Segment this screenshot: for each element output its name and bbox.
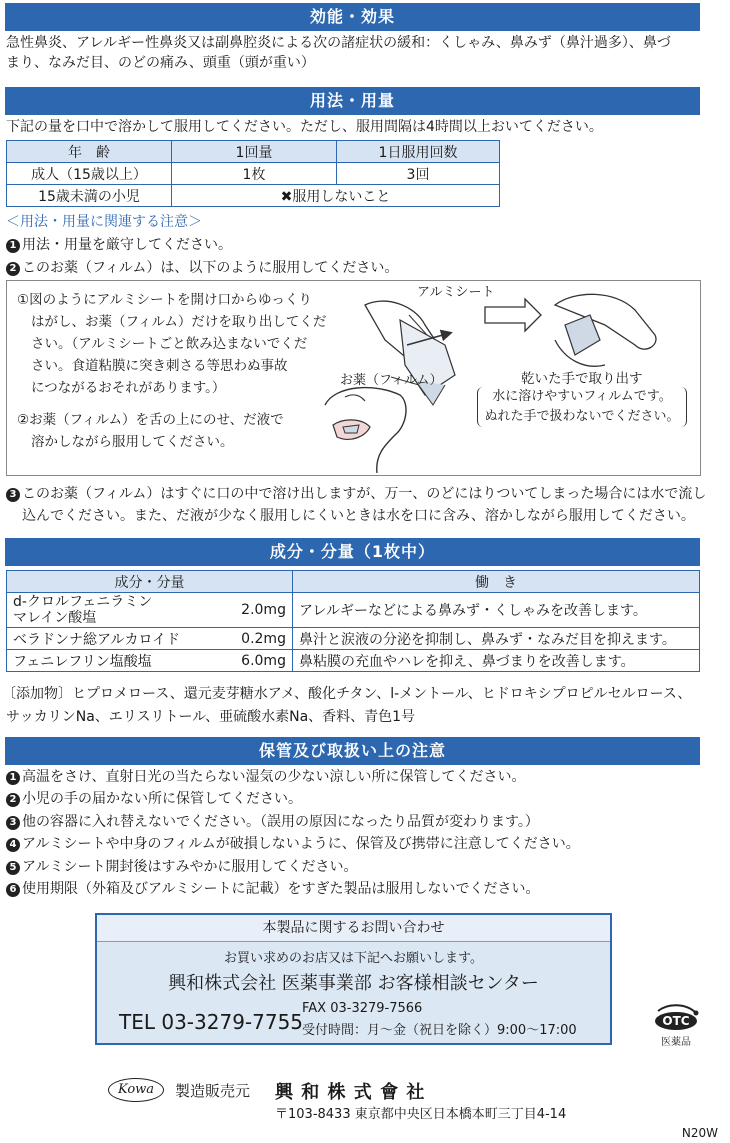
ingredient-name-line: d-クロルフェニラミン (13, 594, 153, 610)
dosage-col-amount: 1回量 (172, 141, 337, 163)
ingredient-effect: アレルギーなどによる鼻みず・くしゃみを改善します。 (292, 593, 699, 628)
film-on-tongue (343, 425, 359, 433)
right-arrow-icon (485, 299, 541, 331)
ingredients-header: 成分・分量（1枚中） (5, 538, 700, 566)
dosage-cell: 15歳未満の小児 (7, 185, 172, 207)
efficacy-text-2: まり、なみだ目、のどの痛み、頭重（頭が重い） (6, 55, 315, 71)
dosage-col-age: 年 齢 (7, 141, 172, 163)
storage-text: 小児の手の届かない所に保管してください。 (22, 791, 302, 808)
kowa-logo: Kowa (108, 1078, 164, 1102)
ingredients-col-effect: 働 き (292, 571, 699, 593)
storage-text: アルミシートや中身のフィルムが破損しないように、保管及び携帯に注意してください。 (22, 836, 580, 853)
ingredient-name-line: マレイン酸塩 (13, 610, 97, 626)
storage-text: 高温をさけ、直射日光の当たらない湿気の少ない涼しい所に保管してください。 (22, 769, 526, 785)
dosage-intro: 下記の量を口中で溶かして服用してください。ただし、服用間隔は4時間以上おいてください。 (6, 119, 603, 135)
dosage-header: 用法・用量 (5, 87, 700, 115)
contact-title: 本製品に関するお問い合わせ (97, 915, 610, 942)
dosage-note-1 (6, 235, 232, 255)
label-aluminum-sheet: アルミシート (417, 285, 495, 300)
ingredients-table (6, 570, 700, 672)
ingredient-amount: 0.2mg (220, 628, 293, 650)
dosage-cell: 1枚 (172, 163, 337, 185)
step1-line: さい。（アルミシートごと飲み込まないでくだ (31, 336, 308, 352)
maker-label: 製造販売元 (175, 1082, 251, 1100)
number-badge: 3 (6, 816, 20, 830)
additives-line-1: 〔添加物〕ヒプロメロース、還元麦芽糖水アメ、酸化チタン、l-メントール、ヒドロキシプロピルセルロース、 (2, 686, 692, 702)
otc-label: OTC (662, 1014, 690, 1028)
caution-line: 水に溶けやすいフィルムです。 (492, 389, 672, 404)
storage-text: 使用期限（外箱及びアルミシートに記載）をすぎた製品は服用しないでください。 (22, 881, 540, 898)
number-badge: 6 (6, 883, 20, 897)
number-badge: 1 (6, 771, 20, 785)
storage-item (6, 878, 580, 900)
dosage-note-2 (6, 258, 398, 278)
film-caution-note (477, 387, 687, 427)
efficacy-header: 効能・効果 (5, 3, 700, 31)
storage-item (6, 856, 580, 878)
dosage-notes-title: ＜用法・用量に関連する注意＞ (6, 214, 202, 230)
storage-item (6, 788, 580, 810)
contact-request: お買い求めのお店又は下記へお願いします。 (224, 951, 483, 966)
additives-line-2: サッカリンNa、エリスリトール、亜硫酸水素Na、香料、青色1号 (6, 709, 416, 725)
efficacy-text-1: 急性鼻炎、アレルギー性鼻炎又は副鼻腔炎による次の諸症状の緩和：くしゃみ、鼻みず（鼻汁過多）、鼻づ (6, 35, 671, 51)
label-film: お薬（フィルム） (340, 373, 443, 388)
contact-company: 興和株式会社 医薬事業部 お客様相談センター (168, 973, 539, 994)
storage-item (6, 833, 580, 855)
storage-item (6, 766, 580, 788)
note-text: 用法・用量を厳守してください。 (22, 237, 232, 253)
ingredients-col-name: 成分・分量 (7, 571, 293, 593)
storage-text: 他の容器に入れ替えないでください。（誤用の原因になったり品質が変わります。） (22, 813, 539, 830)
maker-name: 興 和 株 式 會 社 (275, 1082, 426, 1103)
usage-steps (17, 289, 326, 453)
dosage-note-3-cont: 込んでください。また、だ液が少なく服用しにくいときは水を口に含み、溶かしながら服用してください。 (22, 508, 695, 524)
ingredient-effect: 鼻汁と涙液の分泌を抑制し、鼻みず・なみだ目を抑えます。 (292, 628, 699, 650)
dry-hand-text: 乾いた手で取り出す (521, 371, 643, 387)
product-code: N20W (681, 1126, 718, 1140)
contact-box (95, 913, 612, 1045)
number-badge: 2 (6, 262, 20, 276)
dosage-table (6, 140, 500, 207)
number-badge: 2 (6, 793, 20, 807)
number-badge: 5 (6, 861, 20, 875)
ingredient-amount: 2.0mg (220, 593, 293, 628)
number-badge: 4 (6, 838, 20, 852)
ingredient-amount: 6.0mg (220, 650, 293, 672)
step2-line: ②お薬（フィルム）を舌の上にのせ、だ液で (17, 412, 284, 428)
ingredient-name (7, 593, 220, 628)
ingredient-effect: 鼻粘膜の充血やハレを抑え、鼻づまりを改善します。 (292, 650, 699, 672)
ingredient-name: フェニレフリン塩酸塩 (7, 650, 220, 672)
otc-mark (650, 1003, 702, 1047)
number-badge: 3 (6, 488, 20, 502)
dosage-cell: 成人（15歳以上） (7, 163, 172, 185)
note-text: このお薬（フィルム）はすぐに口の中で溶け出しますが、万一、のどにはりついてしまった場合には水で流し (22, 486, 707, 502)
step1-line: ①図のようにアルミシートを開け口からゆっくり (17, 292, 312, 308)
storage-header: 保管及び取扱い上の注意 (5, 737, 700, 765)
ingredient-name: ベラドンナ総アルカロイド (7, 628, 220, 650)
contact-hours: 受付時間：月～金（祝日を除く）9:00～17:00 (302, 1023, 577, 1038)
note-text: このお薬（フィルム）は、以下のように服用してください。 (22, 260, 399, 276)
otc-sub: 医薬品 (661, 1037, 691, 1048)
step1-line: はがし、お薬（フィルム）だけを取り出してくだ (31, 314, 327, 330)
maker-address: 〒103-8433 東京都中央区日本橋本町三丁目4-14 (275, 1107, 567, 1122)
caution-line: ぬれた手で扱わないでください。 (484, 409, 680, 424)
dosage-cell-child: ✖服用しないこと (172, 185, 500, 207)
storage-list (6, 766, 580, 900)
dosage-col-times: 1日服用回数 (337, 141, 500, 163)
contact-tel: TEL 03-3279-7755 (119, 1010, 304, 1034)
step2-line: 溶かしながら服用してください。 (31, 434, 234, 450)
storage-item (6, 811, 580, 833)
dosage-cell: 3回 (337, 163, 500, 185)
contact-fax: FAX 03-3279-7566 (302, 1001, 423, 1016)
step1-line: につながるおそれがあります。） (31, 380, 226, 396)
usage-instructions-box (6, 280, 701, 476)
dosage-note-3 (6, 484, 706, 504)
storage-text: アルミシート開封後はすみやかに服用してください。 (22, 858, 358, 875)
step1-line: さい。食道粘膜に突き刺さる等思わぬ事故 (31, 358, 288, 374)
number-badge: 1 (6, 239, 20, 253)
